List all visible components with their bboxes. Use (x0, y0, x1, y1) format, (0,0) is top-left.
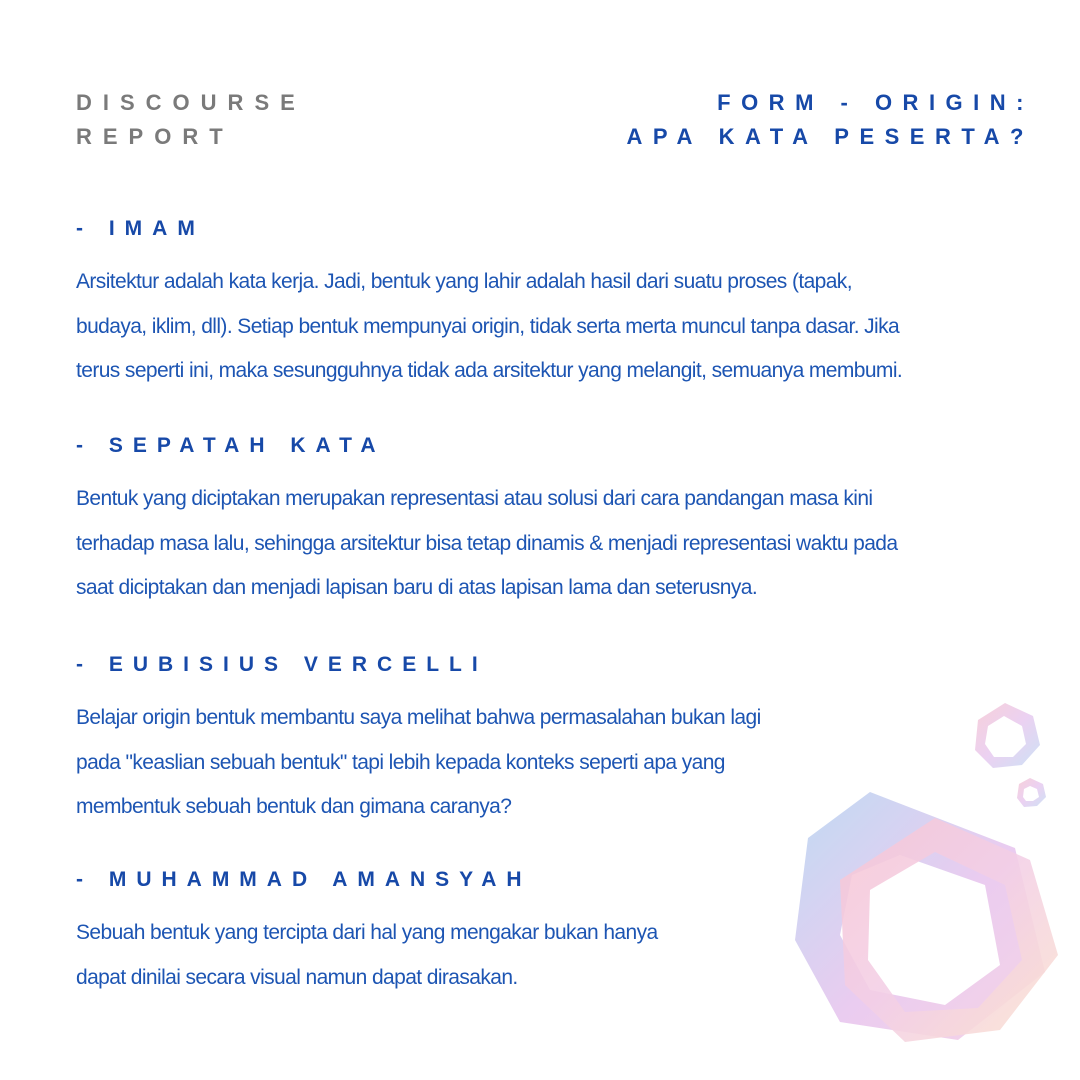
testimonial-line: pada "keaslian sebuah bentuk" tapi lebih kepada konteks seperti apa yang (76, 750, 725, 774)
testimonial-author: - EUBISIUS VERCELLI (76, 653, 488, 676)
report-label-line: REPORT (76, 124, 234, 149)
testimonial-text (76, 477, 897, 611)
testimonial-line: Bentuk yang diciptakan merupakan representasi atau solusi dari cara pandangan masa kini (76, 487, 873, 510)
testimonial-line: terus seperti ini, maka sesungguhnya tidak ada arsitektur yang melangit, semuanya membumi. (76, 359, 903, 382)
testimonial-line: membentuk sebuah bentuk dan gimana caranya? (76, 795, 512, 818)
page-title-line: FORM - ORIGIN: (717, 90, 1034, 115)
testimonial-text (76, 260, 902, 394)
testimonial-line: terhadap masa lalu, sehingga arsitektur bisa tetap dinamis & menjadi representasi waktu pada (76, 531, 898, 555)
testimonial-author: - IMAM (76, 217, 205, 240)
testimonial-line: Sebuah bentuk yang tercipta dari hal yang mengakar bukan hanya (76, 921, 658, 944)
testimonial-line: budaya, iklim, dll). Setiap bentuk mempunyai origin, tidak serta merta muncul tanpa dasar. Jika (76, 314, 900, 338)
testimonial-line: Belajar origin bentuk membantu saya melihat bahwa permasalahan bukan lagi (76, 706, 761, 729)
testimonial-text (76, 696, 761, 830)
heptagon-ring-large-back (795, 792, 1045, 1040)
testimonial-sepatah-kata (76, 431, 897, 611)
testimonial-muhammad-amansyah (76, 865, 658, 1000)
heptagon-ring-tiny (1017, 778, 1046, 807)
testimonial-text (76, 911, 658, 1000)
testimonial-line: dapat dinilai secara visual namun dapat dirasakan. (76, 965, 518, 989)
report-label (76, 86, 306, 154)
heptagon-ring-small (975, 703, 1040, 768)
testimonial-author: - SEPATAH KATA (76, 434, 386, 457)
testimonial-eubisius-vercelli (76, 650, 761, 830)
testimonial-author: - MUHAMMAD AMANSYAH (76, 868, 532, 891)
testimonial-imam (76, 214, 902, 394)
report-label-line: DISCOURSE (76, 90, 306, 115)
testimonial-line: saat diciptakan dan menjadi lapisan baru di atas lapisan lama dan seterusnya. (76, 576, 758, 599)
page-title-line: APA KATA PESERTA? (626, 124, 1034, 149)
heptagon-ring-large-front (840, 818, 1058, 1042)
page-title (627, 86, 1034, 154)
testimonial-line: Arsitektur adalah kata kerja. Jadi, bentuk yang lahir adalah hasil dari suatu proses (tapak, (76, 270, 852, 293)
